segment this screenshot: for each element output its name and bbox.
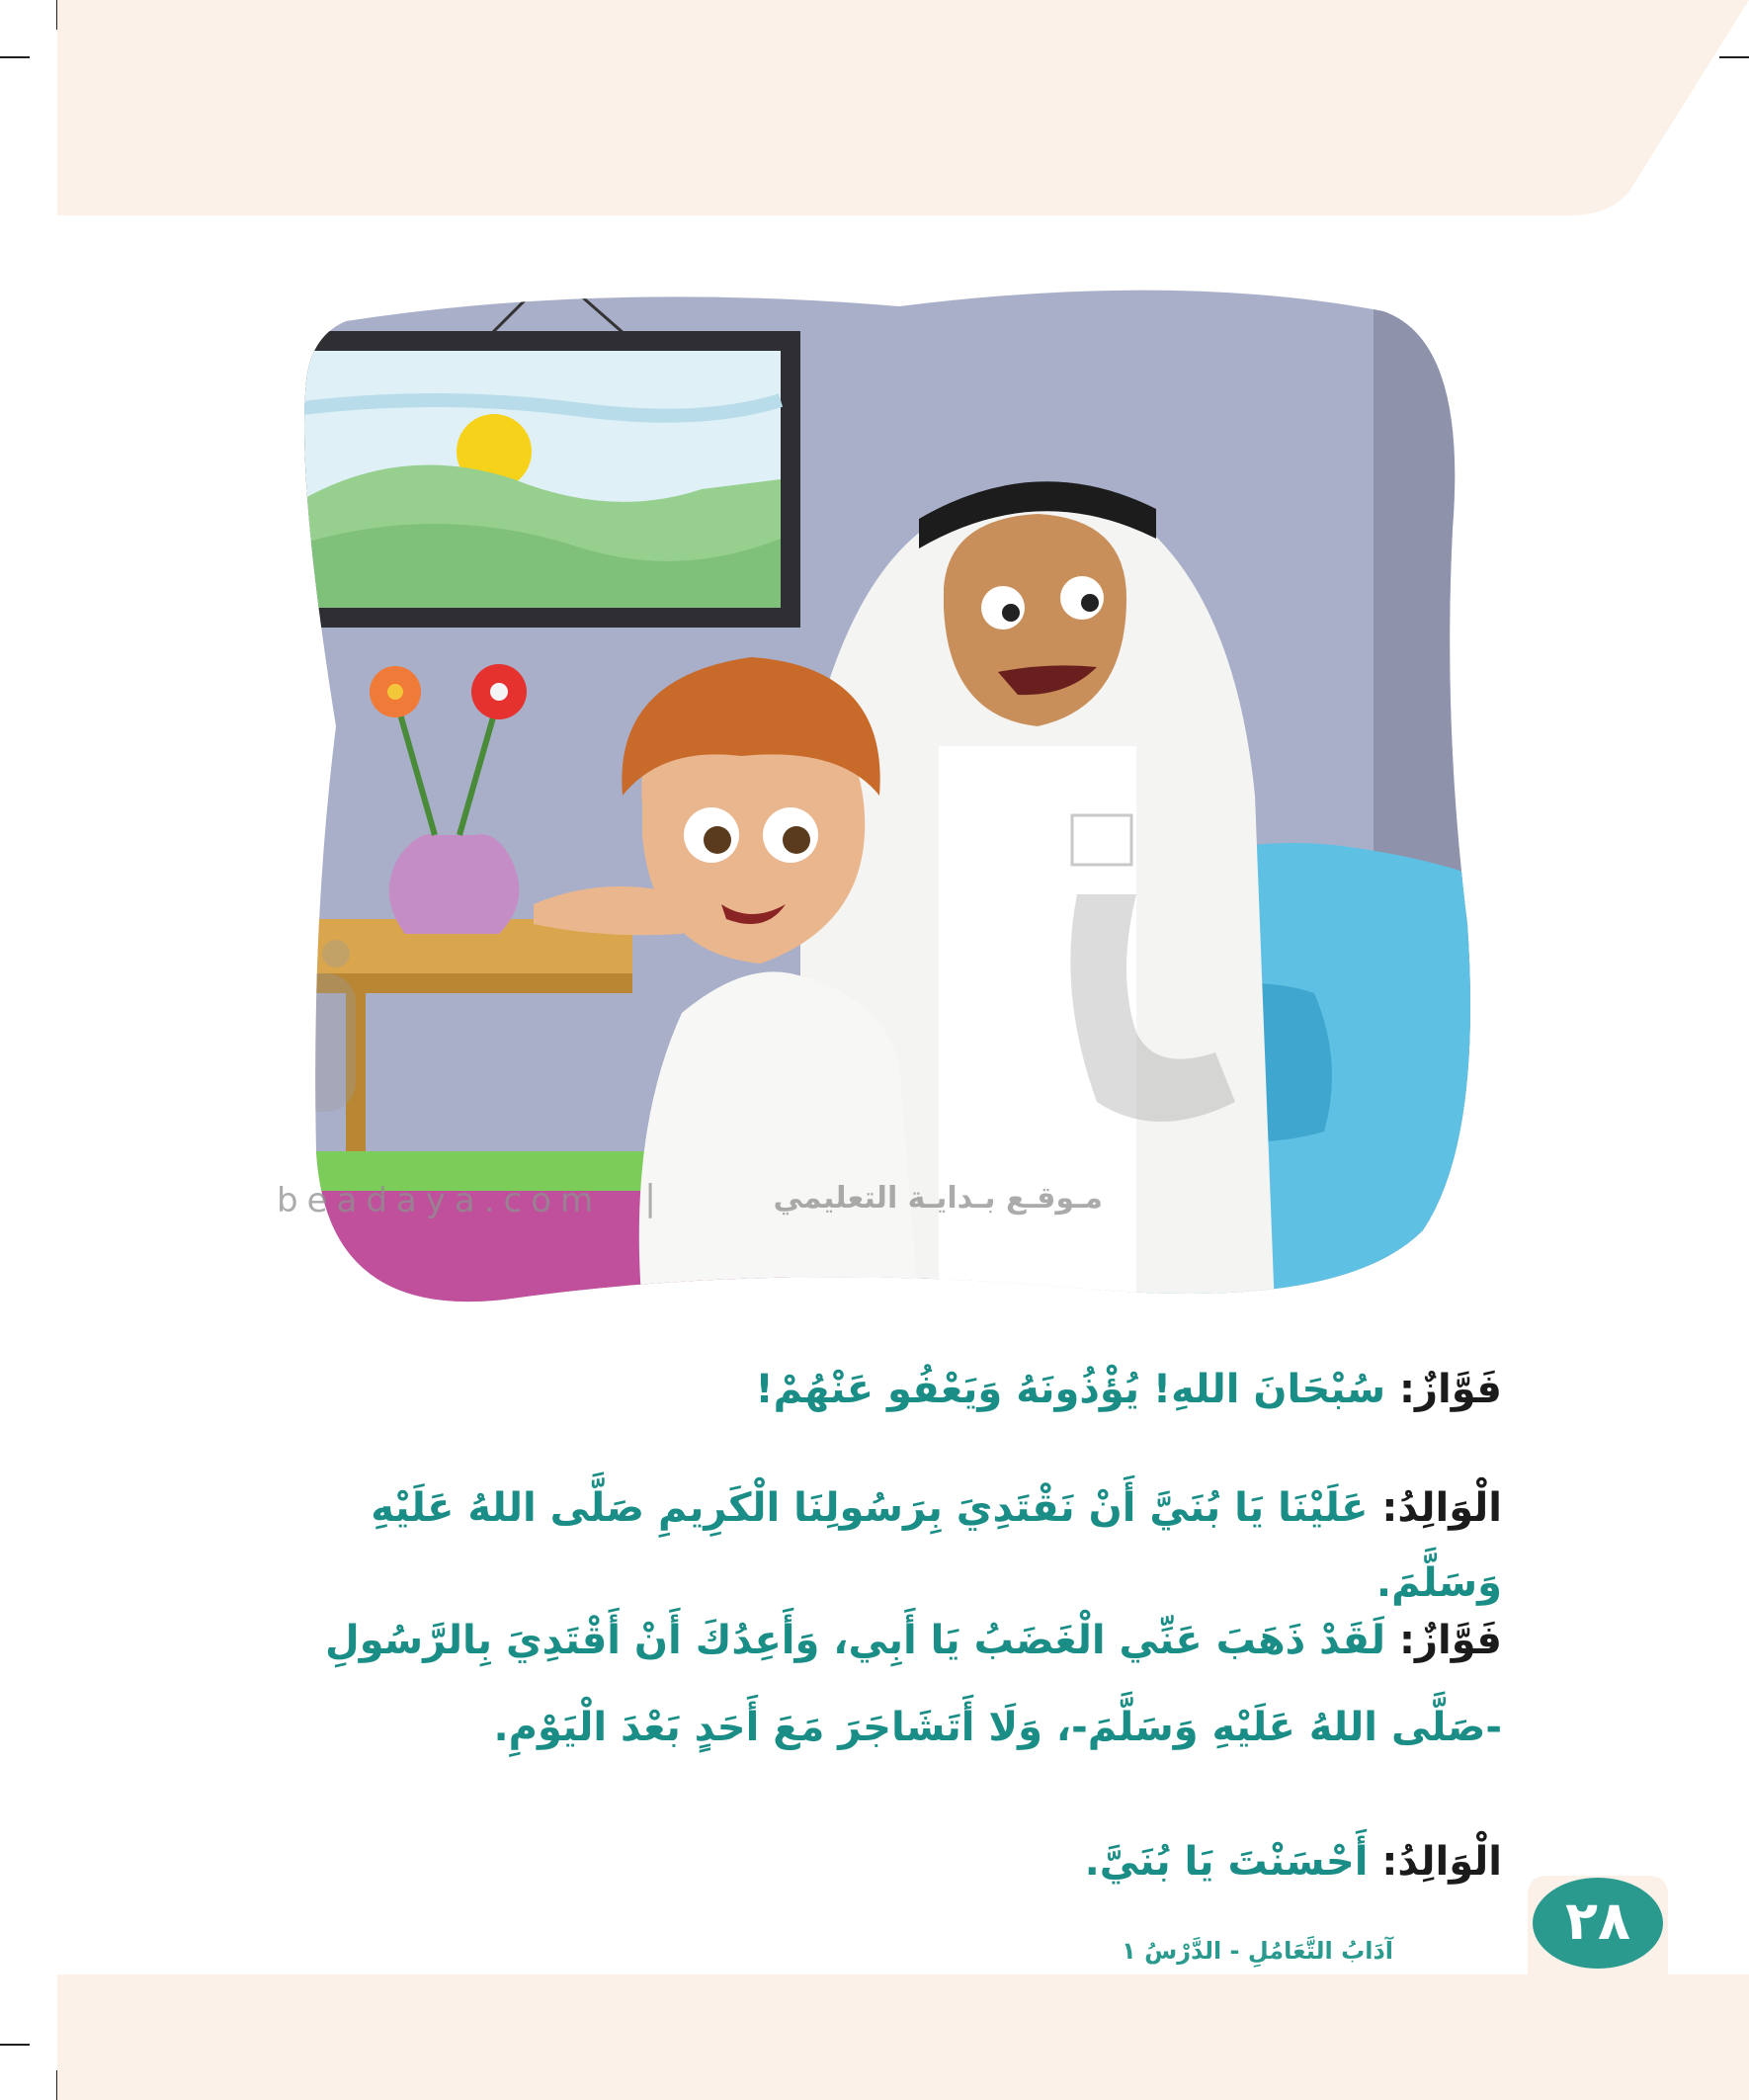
dialogue-text: أَحْسَنْتَ يَا بُنَيَّ. (1084, 1839, 1369, 1885)
dialogue-line-3 (237, 1597, 1502, 1771)
dialogue-text: عَلَيْنَا يَا بُنَيَّ أَنْ نَقْتَدِيَ بِرَسُولِنَا الْكَرِيمِ صَلَّى اللهُ عَلَيْهِ وَسَلَّمَ. (371, 1485, 1502, 1606)
watermark-separator: | (644, 1178, 657, 1218)
speaker-father: الْوَالِدُ: (1381, 1485, 1502, 1531)
dialogue-text: لَقَدْ ذَهَبَ عَنِّي الْغَضَبُ يَا أَبِي، وَأَعِدُكَ أَنْ أَقْتَدِيَ بِالرَّسُولِ -صَلَّى اللهُ عَلَيْهِ وَسَلَّمَ-، وَلَا أَتَشَاجَرَ مَعَ أَحَدٍ بَعْدَ الْيَوْمِ. (325, 1618, 1502, 1750)
watermark-site-name: مـوقـع بـدايـة التعليمي (773, 1181, 1103, 1216)
crop-mark (0, 2044, 30, 2046)
watermark-url: beadaya.com (277, 1181, 603, 1220)
speaker-father: الْوَالِدُ: (1381, 1839, 1502, 1885)
page-number: ٢٨ (1565, 1890, 1630, 1952)
dialogue-text: سُبْحَانَ اللهِ! يُؤْذُونَهُ وَيَعْفُو عَنْهُمْ! (755, 1367, 1386, 1412)
speaker-fawaz: فَوَّازٌ: (1398, 1367, 1502, 1412)
speaker-fawaz: فَوَّازٌ: (1398, 1618, 1502, 1663)
illustration (287, 282, 1472, 1309)
crop-mark (0, 56, 30, 58)
footer-band (57, 1974, 1749, 2100)
header-band (57, 0, 1749, 215)
lesson-title: آدَابُ التَّعَامُلِ - الدَّرْسُ ١ (1122, 1937, 1393, 1965)
dialogue-line-1 (237, 1352, 1502, 1427)
dialogue-line-4 (237, 1824, 1502, 1899)
